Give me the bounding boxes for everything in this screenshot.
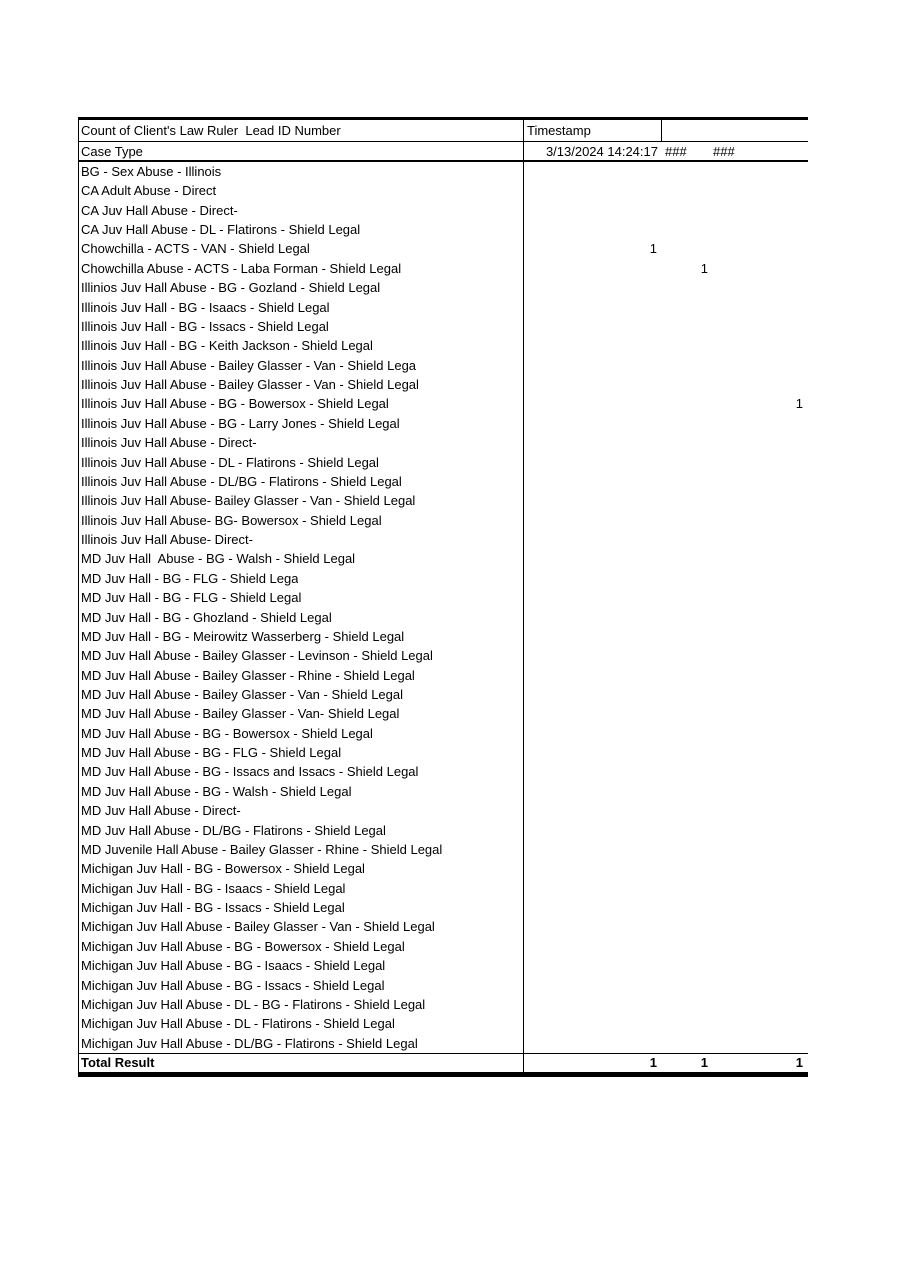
case-type-row [78,704,808,723]
case-type-label[interactable]: CA Adult Abuse - Direct [81,183,217,199]
case-type-row [78,956,808,975]
table-bottom-border [78,1072,808,1077]
case-type-row [78,394,808,413]
total-result-label[interactable]: Total Result [81,1055,155,1070]
case-type-label[interactable]: Illinois Juv Hall - BG - Isaacs - Shield Legal [81,299,330,315]
case-type-row [78,588,808,607]
case-type-row [78,317,808,336]
case-type-label[interactable]: MD Juv Hall - BG - FLG - Shield Lega [81,570,299,586]
case-type-row [78,162,808,181]
case-type-label[interactable]: MD Juv Hall Abuse - DL/BG - Flatirons - Shield Legal [81,822,386,838]
case-type-label[interactable]: Michigan Juv Hall Abuse - DL - Flatirons - Shield Legal [81,1016,395,1032]
case-type-row [78,298,808,317]
total-result-row [78,1054,808,1072]
case-type-label[interactable]: Illinois Juv Hall Abuse - Bailey Glasser - Van - Shield Legal [81,377,419,393]
case-type-row [78,336,808,355]
case-type-row [78,976,808,995]
timestamp-header-right-border [661,117,662,142]
case-type-row [78,646,808,665]
total-count-cell[interactable]: 1 [795,1055,803,1070]
case-type-label[interactable]: MD Juv Hall Abuse - BG - FLG - Shield Legal [81,745,342,761]
case-type-label[interactable]: Michigan Juv Hall Abuse - Bailey Glasser - Van - Shield Legal [81,919,435,935]
total-count-cell[interactable]: 1 [700,1055,708,1070]
case-type-row [78,995,808,1014]
case-type-label[interactable]: MD Juv Hall Abuse - Bailey Glasser - Van - Shield Legal [81,686,404,702]
case-type-row [78,220,808,239]
case-type-label[interactable]: Michigan Juv Hall Abuse - BG - Issacs - Shield Legal [81,977,385,993]
case-type-row [78,375,808,394]
header-row1-bottom-border [78,141,808,142]
case-type-row [78,549,808,568]
case-type-label[interactable]: Illinois Juv Hall Abuse - BG - Larry Jones - Shield Legal [81,415,400,431]
case-type-row [78,762,808,781]
case-type-row [78,201,808,220]
case-type-row [78,801,808,820]
timestamp-column-header-1-overflow[interactable]: ### [665,144,687,159]
case-type-row [78,666,808,685]
case-type-row [78,1034,808,1053]
case-type-row [78,569,808,588]
case-type-label[interactable]: Illinios Juv Hall Abuse - BG - Gozland - Shield Legal [81,280,381,296]
case-type-row [78,937,808,956]
case-type-label[interactable]: MD Juv Hall Abuse - Bailey Glasser - Rhine - Shield Legal [81,667,415,683]
case-type-row [78,685,808,704]
case-type-row [78,491,808,510]
case-type-row [78,879,808,898]
case-type-row [78,181,808,200]
case-type-label[interactable]: Michigan Juv Hall Abuse - BG - Isaacs - Shield Legal [81,958,386,974]
case-type-row [78,259,808,278]
case-type-label[interactable]: Michigan Juv Hall - BG - Bowersox - Shield Legal [81,861,365,877]
case-type-label[interactable]: Michigan Juv Hall - BG - Isaacs - Shield Legal [81,880,346,896]
case-type-label[interactable]: MD Juv Hall Abuse - BG - Walsh - Shield Legal [81,783,352,799]
case-type-row [78,898,808,917]
case-type-row [78,239,808,258]
count-value-cell[interactable]: 1 [795,396,803,412]
case-type-label[interactable]: MD Juv Hall Abuse - BG - Bowersox - Shield Legal [81,725,373,741]
case-type-label[interactable]: Michigan Juv Hall Abuse - BG - Bowersox - Shield Legal [81,938,405,954]
case-type-row [78,278,808,297]
case-type-label[interactable]: MD Juvenile Hall Abuse - Bailey Glasser - Rhine - Shield Legal [81,841,443,857]
case-type-label[interactable]: Illinois Juv Hall Abuse- Bailey Glasser - Van - Shield Legal [81,493,416,509]
case-type-label[interactable]: Chowchilla Abuse - ACTS - Laba Forman - Shield Legal [81,260,402,276]
case-type-label[interactable]: Michigan Juv Hall Abuse - DL - BG - Flatirons - Shield Legal [81,996,426,1012]
case-type-label[interactable]: Michigan Juv Hall - BG - Issacs - Shield Legal [81,900,345,916]
case-type-label[interactable]: Illinois Juv Hall - BG - Issacs - Shield Legal [81,318,329,334]
case-type-label[interactable]: CA Juv Hall Abuse - Direct- [81,202,238,218]
count-value-cell[interactable]: 1 [700,260,708,276]
case-type-label[interactable]: Chowchilla - ACTS - VAN - Shield Legal [81,241,310,257]
case-type-row [78,743,808,762]
case-type-label[interactable]: Illinois Juv Hall Abuse - BG - Bowersox - Shield Legal [81,396,389,412]
case-type-label[interactable]: Illinois Juv Hall Abuse - Direct- [81,435,257,451]
case-type-row [78,627,808,646]
case-type-label[interactable]: Illinois Juv Hall Abuse - Bailey Glasser - Van - Shield Lega [81,357,417,373]
case-type-label[interactable]: Illinois Juv Hall Abuse - DL/BG - Flatirons - Shield Legal [81,473,402,489]
case-type-label[interactable]: MD Juv Hall Abuse - Direct- [81,803,241,819]
case-type-row [78,917,808,936]
case-type-row [78,821,808,840]
case-type-row [78,724,808,743]
case-type-label[interactable]: MD Juv Hall - BG - FLG - Shield Legal [81,590,302,606]
case-type-label[interactable]: MD Juv Hall Abuse - Bailey Glasser - Van- Shield Legal [81,706,400,722]
case-type-label[interactable]: Illinois Juv Hall Abuse- BG- Bowersox - Shield Legal [81,512,382,528]
case-type-label[interactable]: Illinois Juv Hall Abuse - DL - Flatirons - Shield Legal [81,454,379,470]
case-type-label[interactable]: Michigan Juv Hall Abuse - DL/BG - Flatirons - Shield Legal [81,1035,418,1051]
timestamp-column-header-0[interactable]: 3/13/2024 14:24:17 [545,144,658,159]
case-type-header-cell[interactable]: Case Type [81,144,143,159]
case-type-label[interactable]: MD Juv Hall Abuse - BG - Walsh - Shield Legal [81,551,356,567]
case-type-label[interactable]: CA Juv Hall Abuse - DL - Flatirons - Shield Legal [81,222,361,238]
case-type-row [78,414,808,433]
case-type-row [78,472,808,491]
total-count-cell[interactable]: 1 [649,1055,657,1070]
case-type-row [78,782,808,801]
case-type-row [78,453,808,472]
case-type-label[interactable]: Illinois Juv Hall - BG - Keith Jackson - Shield Legal [81,338,373,354]
case-type-row [78,511,808,530]
case-type-label[interactable]: Illinois Juv Hall Abuse- Direct- [81,532,253,548]
case-type-row [78,356,808,375]
case-type-label[interactable]: MD Juv Hall Abuse - Bailey Glasser - Levinson - Shield Legal [81,648,433,664]
case-type-row [78,1014,808,1033]
case-type-row [78,530,808,549]
case-type-label[interactable]: MD Juv Hall - BG - Meirowitz Wasserberg - Shield Legal [81,628,405,644]
case-type-row [78,840,808,859]
case-type-row [78,433,808,452]
count-value-cell[interactable]: 1 [649,241,657,257]
case-type-label[interactable]: MD Juv Hall Abuse - BG - Issacs and Issacs - Shield Legal [81,764,419,780]
case-type-label[interactable]: BG - Sex Abuse - Illinois [81,164,222,179]
case-type-row [78,859,808,878]
timestamp-column-header-2-overflow[interactable]: ### [713,144,735,159]
timestamp-header-cell[interactable]: Timestamp [527,123,591,138]
pivot-title-cell[interactable]: Count of Client's Law Ruler Lead ID Number [81,123,341,138]
case-type-row [78,608,808,627]
case-type-label[interactable]: MD Juv Hall - BG - Ghozland - Shield Legal [81,609,332,625]
pivot-table [78,117,808,1077]
